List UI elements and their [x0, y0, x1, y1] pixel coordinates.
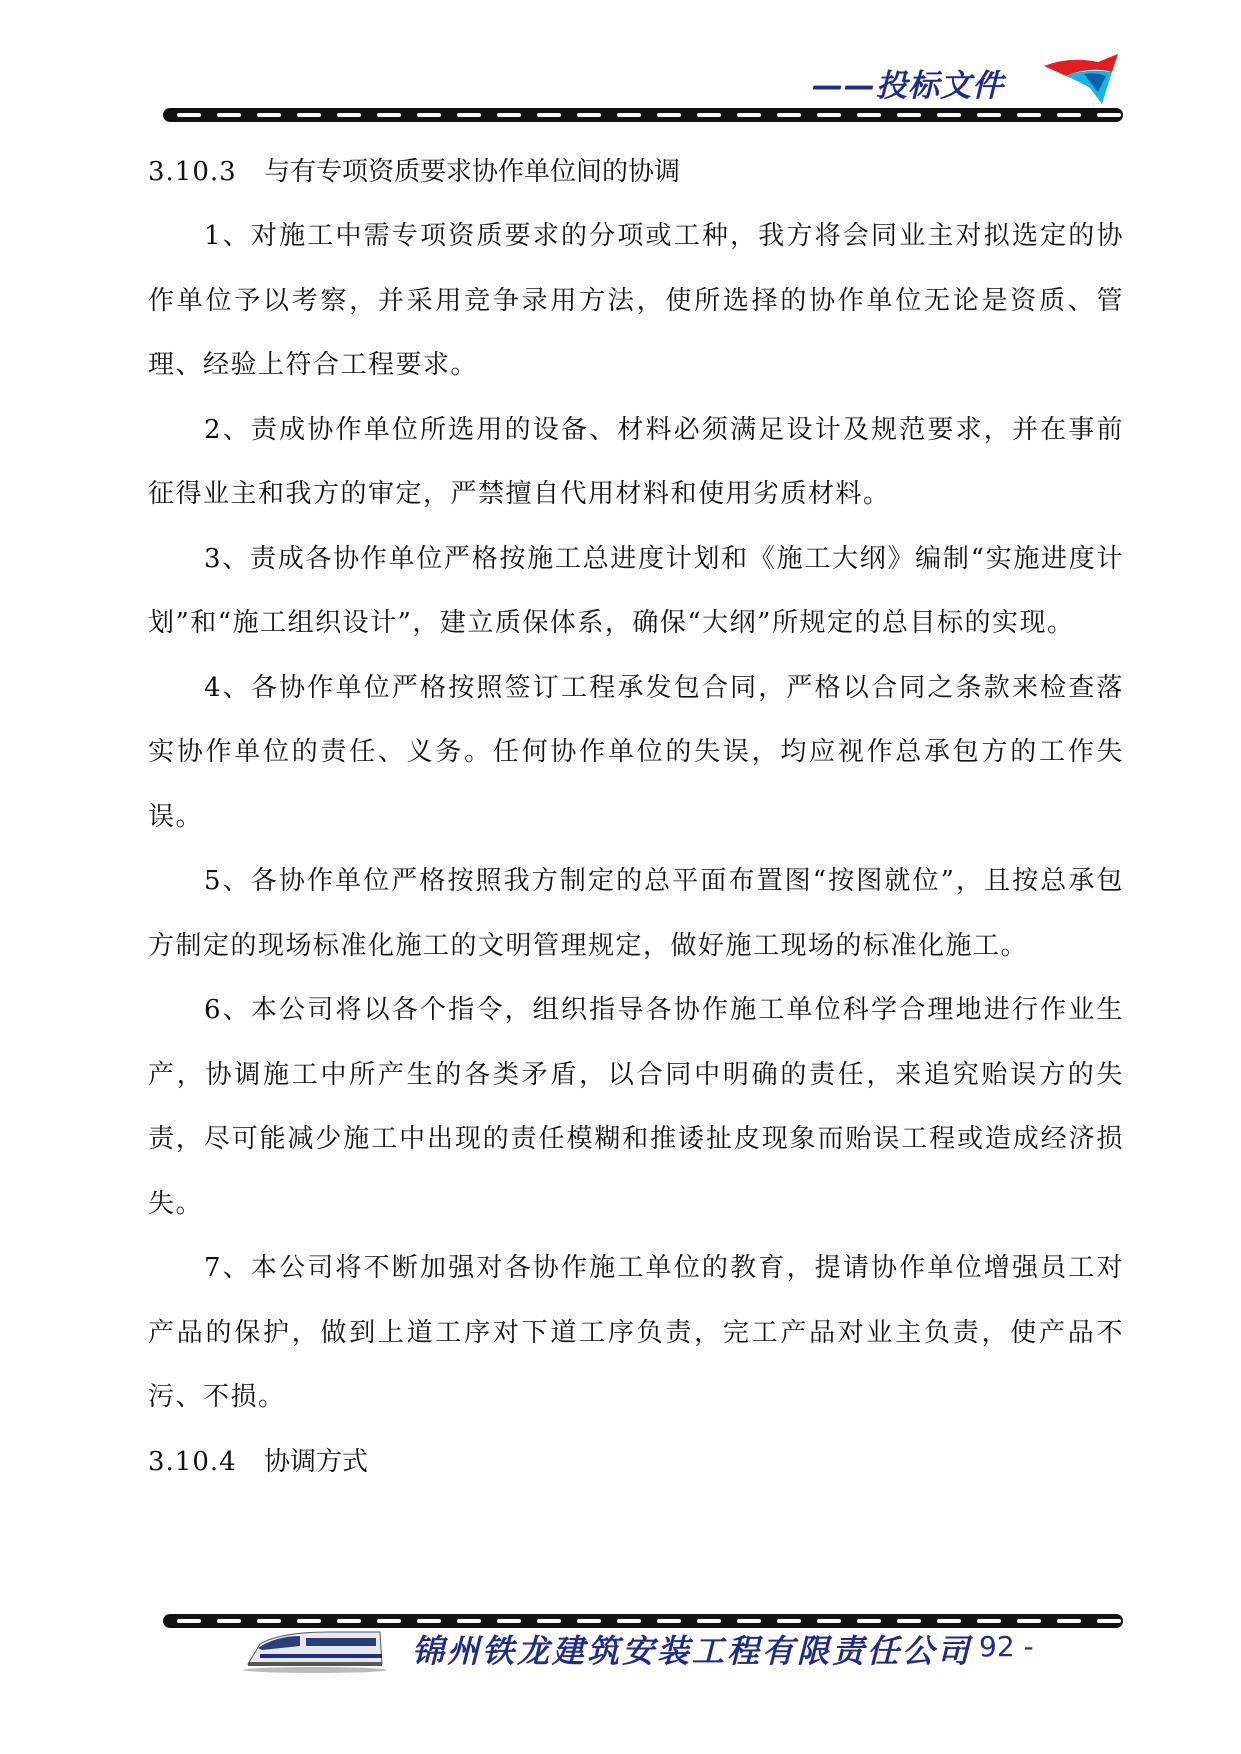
paragraph: 4、各协作单位严格按照签订工程承发包合同，严格以合同之条款来检查落实协作单位的责任、义务。任何协作单位的失误，均应视作总承包方的工作失误。: [148, 672, 1124, 832]
section-number: 3.10.4: [148, 1446, 237, 1477]
bird-logo-icon: [1040, 50, 1122, 106]
section-title: 协调方式: [264, 1446, 369, 1477]
section-heading: [148, 140, 1124, 204]
page-number: - 92 -: [960, 1630, 1034, 1663]
paragraph: 2、责成协作单位所选用的设备、材料必须满足设计及规范要求，并在事前征得业主和我方的审定，严禁擅自代用材料和使用劣质材料。: [148, 414, 1124, 509]
paragraph: 7、本公司将不断加强对各协作施工单位的教育，提请协作单位增强员工对产品的保护，做到上道工序对下道工序负责，完工产品对业主负责，使产品不污、不损。: [148, 1253, 1124, 1412]
section-title: 与有专项资质要求协作单位间的协调: [264, 157, 681, 187]
train-icon: [240, 1624, 390, 1674]
document-body: [148, 140, 1124, 1494]
paragraph: 3、责成各协作单位严格按施工总进度计划和《施工大纲》编制“实施进度计划”和“施工组织设计”，建立质保体系，确保“大纲”所规定的总目标的实现。: [148, 543, 1124, 638]
paragraph: 6、本公司将以各个指令，组织指导各协作施工单位科学合理地进行作业生产，协调施工中所产生的各类矛盾，以合同中明确的责任，来追究贻误方的失责，尽可能减少施工中出现的责任模糊和推诿扯皮现象而贻误工程或造成经济损失。: [148, 995, 1124, 1219]
header-title: ——投标文件: [812, 68, 1004, 104]
section-heading: [148, 1430, 1124, 1494]
header-rail-divider: [163, 108, 1123, 122]
paragraph: 5、各协作单位严格按照我方制定的总平面布置图“按图就位”，且按总承包方制定的现场标准化施工的文明管理规定，做好施工现场的标准化施工。: [148, 866, 1124, 961]
paragraph: 1、对施工中需专项资质要求的分项或工种，我方将会同业主对拟选定的协作单位予以考察，并采用竞争录用方法，使所选择的协作单位无论是资质、管理、经验上符合工程要求。: [148, 221, 1124, 380]
section-number: 3.10.3: [148, 157, 237, 187]
company-name: 锦州铁龙建筑安装工程有限责任公司: [412, 1632, 973, 1670]
